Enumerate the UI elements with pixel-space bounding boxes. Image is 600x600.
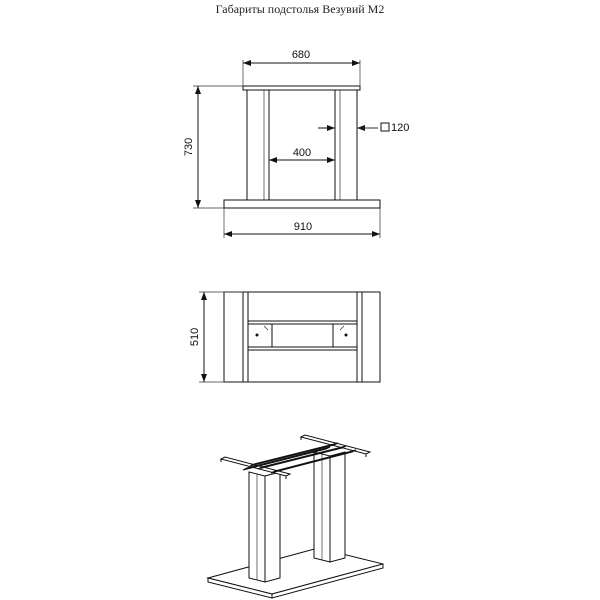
top-right-rail <box>357 292 362 382</box>
dim-top-width: 680 <box>291 49 311 61</box>
front-view <box>183 49 409 238</box>
dim-inner-width: 400 <box>292 147 312 159</box>
top-view <box>189 292 380 382</box>
dim-depth: 510 <box>189 327 201 347</box>
dim-height: 730 <box>183 137 195 157</box>
dim-base-width: 910 <box>293 221 313 233</box>
square-section-icon <box>381 123 389 131</box>
front-right-column <box>335 90 357 200</box>
top-left-column <box>248 324 272 347</box>
front-left-column <box>247 90 269 200</box>
top-left-rail <box>243 292 248 382</box>
isometric-view <box>208 435 383 598</box>
drawing-title: Габариты подстолья Везувий М2 <box>215 2 385 16</box>
front-base-plate <box>224 200 380 208</box>
dim-column-size: 120 <box>391 122 410 134</box>
front-top-plate <box>243 86 360 90</box>
